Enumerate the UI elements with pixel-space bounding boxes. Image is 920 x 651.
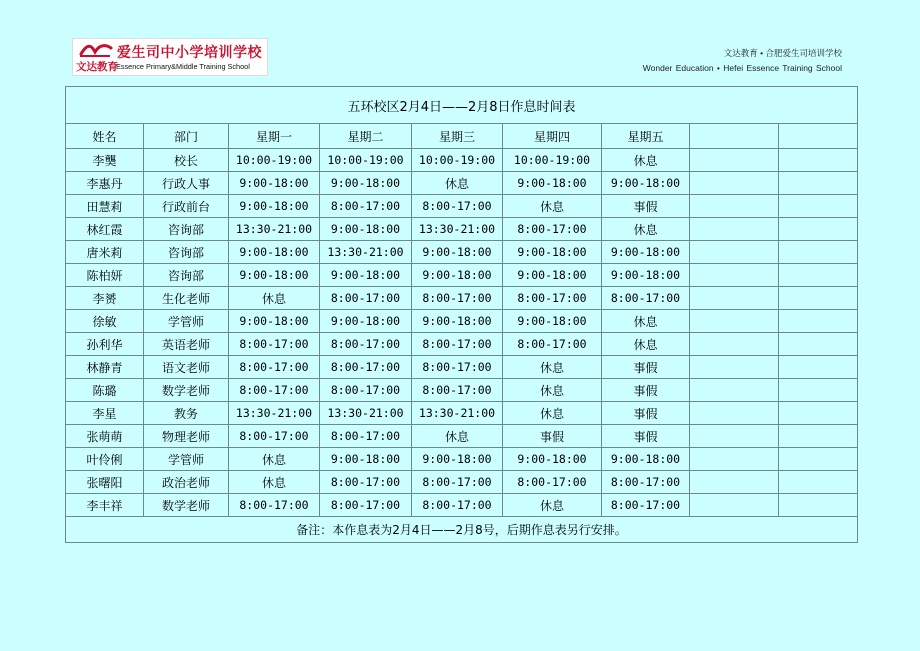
column-header: 星期一 (229, 124, 320, 149)
department: 咨询部 (144, 241, 229, 264)
table-row (66, 218, 858, 241)
schedule-cell: 8:00-17:00 (602, 287, 690, 310)
schedule-cell: 9:00-18:00 (229, 172, 320, 195)
schedule-cell: 10:00-19:00 (503, 149, 602, 172)
empty-cell (779, 310, 858, 333)
department: 教务 (144, 402, 229, 425)
schedule-cell: 8:00-17:00 (412, 333, 503, 356)
column-header: 星期三 (412, 124, 503, 149)
schedule-cell: 8:00-17:00 (229, 494, 320, 517)
table-row (66, 149, 858, 172)
department: 校长 (144, 149, 229, 172)
employee-name: 陈柏妍 (66, 264, 144, 287)
title-row (66, 87, 858, 124)
schedule-cell: 9:00-18:00 (320, 218, 412, 241)
department: 英语老师 (144, 333, 229, 356)
schedule-cell: 休息 (412, 172, 503, 195)
empty-cell (690, 310, 779, 333)
empty-cell (690, 333, 779, 356)
empty-cell (779, 333, 858, 356)
schedule-cell: 8:00-17:00 (503, 287, 602, 310)
department: 数学老师 (144, 494, 229, 517)
schedule-cell: 9:00-18:00 (320, 448, 412, 471)
schedule-cell: 8:00-17:00 (320, 471, 412, 494)
department: 政治老师 (144, 471, 229, 494)
employee-name: 李惠丹 (66, 172, 144, 195)
schedule-cell: 13:30-21:00 (320, 241, 412, 264)
schedule-cell: 9:00-18:00 (412, 310, 503, 333)
empty-cell (690, 425, 779, 448)
employee-name: 李星 (66, 402, 144, 425)
empty-cell (690, 149, 779, 172)
table-row (66, 379, 858, 402)
empty-cell (690, 448, 779, 471)
employee-name: 李龑 (66, 149, 144, 172)
department: 咨询部 (144, 264, 229, 287)
department: 生化老师 (144, 287, 229, 310)
employee-name: 李丰祥 (66, 494, 144, 517)
header-row (66, 124, 858, 149)
schedule-cell: 休息 (503, 494, 602, 517)
schedule-cell: 8:00-17:00 (503, 471, 602, 494)
schedule-cell: 8:00-17:00 (503, 218, 602, 241)
schedule-cell: 10:00-19:00 (229, 149, 320, 172)
schedule-cell: 8:00-17:00 (320, 379, 412, 402)
schedule-table (65, 86, 858, 543)
empty-cell (779, 356, 858, 379)
empty-cell (779, 287, 858, 310)
schedule-cell: 8:00-17:00 (602, 471, 690, 494)
schedule-cell: 8:00-17:00 (412, 287, 503, 310)
schedule-cell: 休息 (602, 333, 690, 356)
column-header (779, 124, 858, 149)
schedule-cell: 休息 (602, 149, 690, 172)
logo-chinese-name: 爱生司中小学培训学校 (117, 45, 262, 61)
schedule-cell: 8:00-17:00 (320, 333, 412, 356)
schedule-cell: 8:00-17:00 (320, 425, 412, 448)
schedule-cell: 休息 (602, 310, 690, 333)
schedule-cell: 9:00-18:00 (503, 241, 602, 264)
employee-name: 张萌萌 (66, 425, 144, 448)
employee-name: 林静青 (66, 356, 144, 379)
schedule-cell: 8:00-17:00 (412, 379, 503, 402)
schedule-cell: 13:30-21:00 (412, 218, 503, 241)
empty-cell (779, 149, 858, 172)
empty-cell (690, 241, 779, 264)
empty-cell (690, 218, 779, 241)
employee-name: 孙利华 (66, 333, 144, 356)
employee-name: 叶伶俐 (66, 448, 144, 471)
schedule-cell: 9:00-18:00 (602, 241, 690, 264)
employee-name: 李赟 (66, 287, 144, 310)
schedule-cell: 休息 (229, 287, 320, 310)
column-header: 姓名 (66, 124, 144, 149)
schedule-cell: 休息 (412, 425, 503, 448)
empty-cell (779, 172, 858, 195)
empty-cell (690, 195, 779, 218)
school-logo (72, 38, 268, 76)
header-right-english: Wonder Education • Hefei Essence Training School (642, 63, 842, 73)
empty-cell (690, 471, 779, 494)
schedule-cell: 8:00-17:00 (229, 425, 320, 448)
empty-cell (779, 264, 858, 287)
employee-name: 唐米莉 (66, 241, 144, 264)
table-row (66, 172, 858, 195)
employee-name: 田慧莉 (66, 195, 144, 218)
schedule-cell: 9:00-18:00 (320, 310, 412, 333)
table-row (66, 287, 858, 310)
schedule-cell: 8:00-17:00 (320, 287, 412, 310)
table-row (66, 494, 858, 517)
schedule-cell: 10:00-19:00 (412, 149, 503, 172)
schedule-cell: 8:00-17:00 (412, 195, 503, 218)
table-row (66, 264, 858, 287)
empty-cell (779, 448, 858, 471)
schedule-cell: 9:00-18:00 (320, 264, 412, 287)
department: 咨询部 (144, 218, 229, 241)
schedule-cell: 13:30-21:00 (412, 402, 503, 425)
table-row (66, 471, 858, 494)
table-row (66, 195, 858, 218)
schedule-cell: 9:00-18:00 (503, 310, 602, 333)
header-right-text (643, 46, 842, 76)
note-row (66, 517, 858, 543)
school-emblem-icon (79, 42, 113, 58)
table-row (66, 310, 858, 333)
column-header: 星期五 (602, 124, 690, 149)
table-row (66, 241, 858, 264)
empty-cell (779, 241, 858, 264)
schedule-cell: 事假 (602, 402, 690, 425)
schedule-cell: 9:00-18:00 (602, 448, 690, 471)
schedule-cell: 事假 (503, 425, 602, 448)
column-header: 星期二 (320, 124, 412, 149)
header-right-chinese: 文达教育 • 合肥爱生司培训学校 (723, 48, 842, 58)
employee-name: 张曙阳 (66, 471, 144, 494)
schedule-cell: 事假 (602, 195, 690, 218)
schedule-cell: 9:00-18:00 (412, 241, 503, 264)
department: 学管师 (144, 448, 229, 471)
schedule-cell: 事假 (602, 356, 690, 379)
empty-cell (690, 402, 779, 425)
employee-name: 徐敏 (66, 310, 144, 333)
schedule-cell: 8:00-17:00 (503, 333, 602, 356)
logo-english-name: Essence Primary&Middle Training School (116, 62, 250, 71)
schedule-cell: 休息 (602, 218, 690, 241)
schedule-cell: 休息 (229, 448, 320, 471)
column-header: 部门 (144, 124, 229, 149)
schedule-cell: 8:00-17:00 (229, 333, 320, 356)
schedule-cell: 事假 (602, 379, 690, 402)
table-note: 备注：本作息表为2月4日——2月8号，后期作息表另行安排。 (66, 517, 858, 543)
schedule-cell: 9:00-18:00 (503, 264, 602, 287)
empty-cell (690, 494, 779, 517)
table-title: 五环校区2月4日——2月8日作息时间表 (66, 87, 858, 124)
department: 语文老师 (144, 356, 229, 379)
empty-cell (779, 218, 858, 241)
empty-cell (779, 494, 858, 517)
schedule-cell: 休息 (503, 402, 602, 425)
schedule-cell: 13:30-21:00 (229, 218, 320, 241)
column-header: 星期四 (503, 124, 602, 149)
schedule-cell: 休息 (503, 356, 602, 379)
department: 数学老师 (144, 379, 229, 402)
empty-cell (690, 264, 779, 287)
schedule-cell: 休息 (229, 471, 320, 494)
department: 学管师 (144, 310, 229, 333)
empty-cell (779, 425, 858, 448)
schedule-cell: 8:00-17:00 (229, 379, 320, 402)
department: 物理老师 (144, 425, 229, 448)
column-header (690, 124, 779, 149)
empty-cell (690, 379, 779, 402)
schedule-cell: 8:00-17:00 (412, 494, 503, 517)
table-row (66, 402, 858, 425)
schedule-cell: 事假 (602, 425, 690, 448)
department: 行政人事 (144, 172, 229, 195)
empty-cell (779, 195, 858, 218)
schedule-cell: 休息 (503, 379, 602, 402)
schedule-cell: 8:00-17:00 (412, 471, 503, 494)
schedule-cell: 10:00-19:00 (320, 149, 412, 172)
schedule-cell: 9:00-18:00 (412, 448, 503, 471)
schedule-cell: 13:30-21:00 (320, 402, 412, 425)
logo-brand-name: 文达教育 (76, 61, 118, 73)
department: 行政前台 (144, 195, 229, 218)
schedule-cell: 8:00-17:00 (229, 356, 320, 379)
schedule-cell: 8:00-17:00 (412, 356, 503, 379)
schedule-cell: 9:00-18:00 (229, 264, 320, 287)
schedule-cell: 9:00-18:00 (412, 264, 503, 287)
schedule-cell: 9:00-18:00 (503, 448, 602, 471)
table-row (66, 333, 858, 356)
schedule-cell: 9:00-18:00 (229, 195, 320, 218)
empty-cell (690, 356, 779, 379)
empty-cell (690, 172, 779, 195)
schedule-cell: 8:00-17:00 (320, 356, 412, 379)
schedule-cell: 9:00-18:00 (320, 172, 412, 195)
empty-cell (779, 402, 858, 425)
table-row (66, 425, 858, 448)
empty-cell (779, 379, 858, 402)
schedule-cell: 9:00-18:00 (229, 241, 320, 264)
schedule-cell: 9:00-18:00 (602, 172, 690, 195)
empty-cell (690, 287, 779, 310)
schedule-cell: 9:00-18:00 (229, 310, 320, 333)
empty-cell (779, 471, 858, 494)
schedule-cell: 9:00-18:00 (503, 172, 602, 195)
employee-name: 林红霞 (66, 218, 144, 241)
schedule-cell: 8:00-17:00 (320, 494, 412, 517)
schedule-cell: 8:00-17:00 (320, 195, 412, 218)
schedule-cell: 休息 (503, 195, 602, 218)
schedule-cell: 9:00-18:00 (602, 264, 690, 287)
schedule-cell: 8:00-17:00 (602, 494, 690, 517)
schedule-cell: 13:30-21:00 (229, 402, 320, 425)
table-row (66, 448, 858, 471)
employee-name: 陈璐 (66, 379, 144, 402)
table-row (66, 356, 858, 379)
